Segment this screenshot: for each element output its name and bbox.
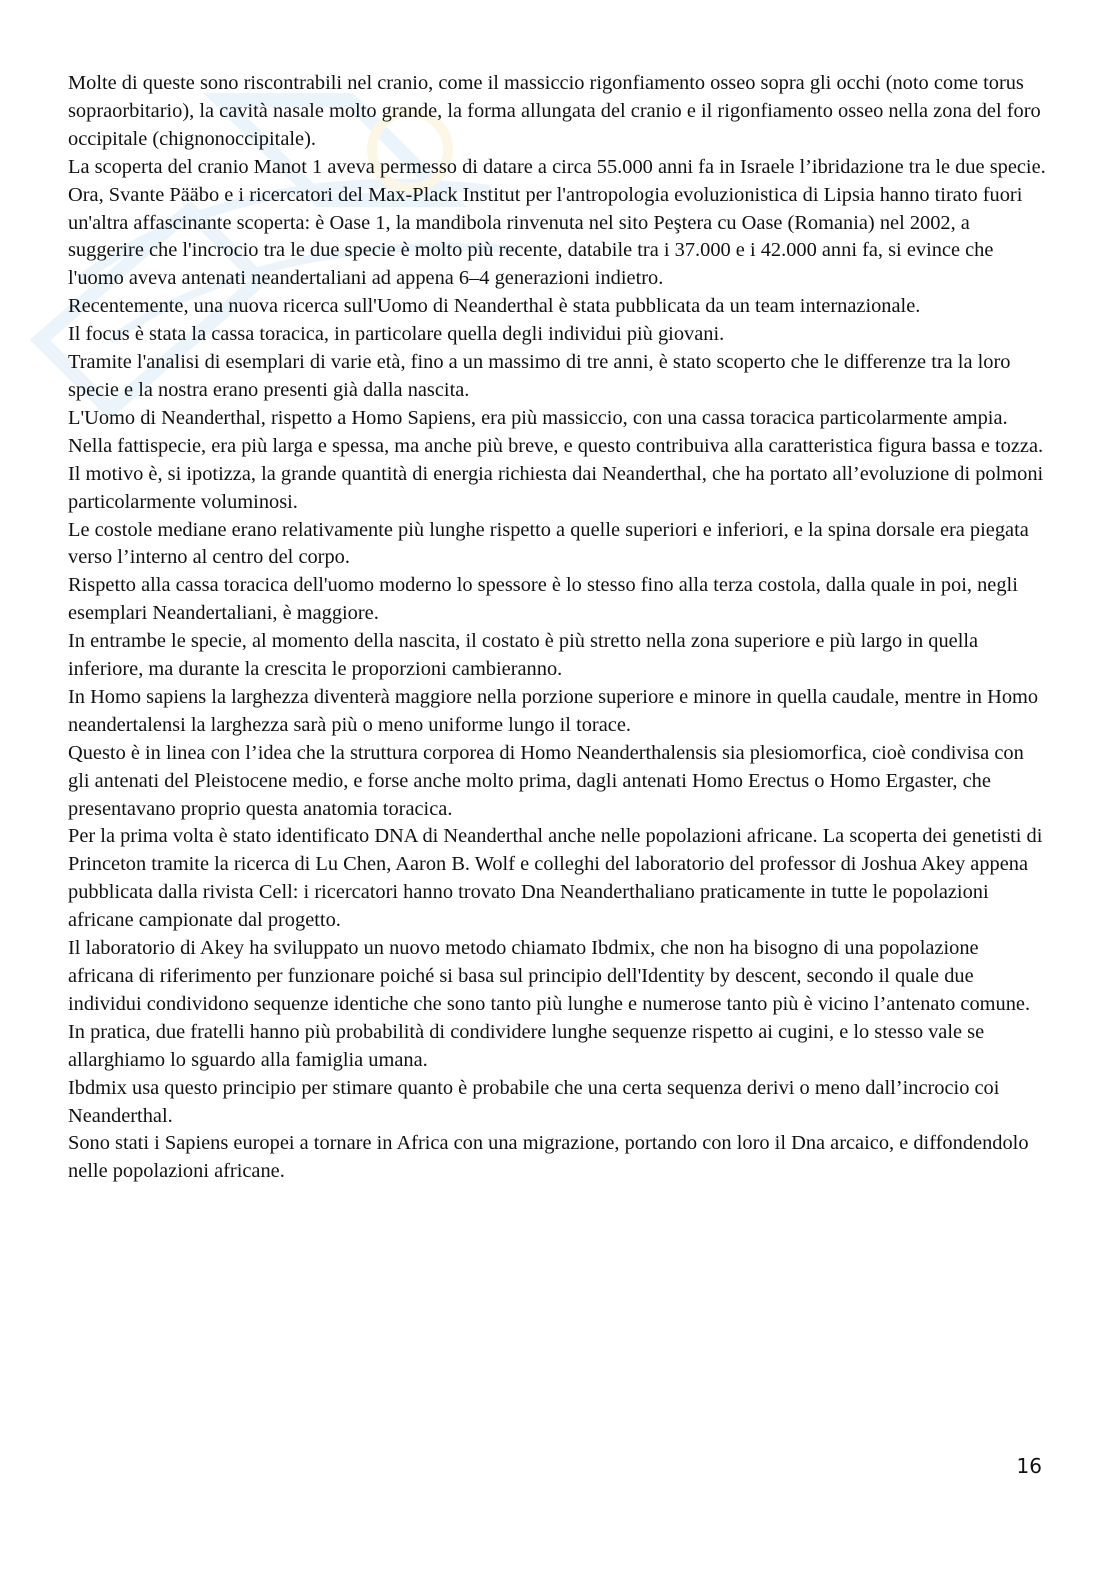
- paragraph: Molte di queste sono riscontrabili nel cranio, come il massiccio rigonfiamento osseo sopra gli occhi (noto come torus sopraorbitario), la cavità nasale molto grande, la forma allungata del cranio e il rigonfiamento osseo nella zona del foro occipitale (chignonoccipitale).: [68, 72, 1041, 150]
- paragraph: In Homo sapiens la larghezza diventerà maggiore nella porzione superiore e minore in quella caudale, mentre in Homo neandertalensi la larghezza sarà più o meno uniforme lungo il torace.: [68, 685, 1039, 736]
- paragraph: Il focus è stata la cassa toracica, in particolare quella degli individui più giovani.: [68, 323, 725, 346]
- paragraph: Il laboratorio di Akey ha sviluppato un nuovo metodo chiamato Ibdmix, che non ha bisogno di una popolazione africana di riferimento per funzionare poiché si basa sul principio dell'Identity by descent, secondo il quale due individui condividono sequenze identiche che sono tanto più lunghe e numerose tanto più è vicino l’antenato comune. In pratica, due fratelli hanno più probabilità di condividere lunghe sequenze rispetto ai cugini, e lo stesso vale se allarghiamo lo sguardo alla famiglia umana.: [68, 937, 1031, 1071]
- paragraph: Questo è in linea con l’idea che la struttura corporea di Homo Neanderthalensis sia plesiomorfica, cioè condivisa con gli antenati del Pleistocene medio, e forse anche molto prima, dagli antenati Homo Erectus o Homo Ergaster, che presentavano proprio questa anatomia toracica.: [68, 741, 1024, 820]
- paragraph: Recentemente, una nuova ricerca sull'Uomo di Neanderthal è stata pubblicata da un team internazionale.: [68, 295, 921, 318]
- document-body: [68, 70, 1048, 1186]
- paragraph: Le costole mediane erano relativamente più lunghe rispetto a quelle superiori e inferiori, e la spina dorsale era piegata verso l’interno al centro del corpo.: [68, 518, 1029, 569]
- paragraph: L'Uomo di Neanderthal, rispetto a Homo Sapiens, era più massiccio, con una cassa toracica particolarmente ampia. Nella fattispecie, era più larga e spessa, ma anche più breve, e questo contribuiva alla caratteristica figura bassa e tozza.: [68, 406, 1044, 457]
- paragraph: Ora, Svante Pääbo e i ricercatori del Max-Plack Institut per l'antropologia evoluzionistica di Lipsia hanno tirato fuori un'altra affascinante scoperta: è Oase 1, la mandibola rinvenuta nel sito Peştera cu Oase (Romania) nel 2002, a suggerire che l'incrocio tra le due specie è molto più recente, databile tra i 37.000 e i 42.000 anni fa, si evince che l'uomo aveva antenati neandertaliani ad appena 6–4 generazioni indietro.: [68, 183, 1023, 290]
- paragraph: Ibdmix usa questo principio per stimare quanto è probabile che una certa sequenza derivi o meno dall’incrocio coi Neanderthal.: [68, 1076, 1000, 1127]
- paragraph: La scoperta del cranio Manot 1 aveva permesso di datare a circa 55.000 anni fa in Israele l’ibridazione tra le due specie.: [68, 155, 1046, 178]
- paragraph: Rispetto alla cassa toracica dell'uomo moderno lo spessore è lo stesso fino alla terza costola, dalla quale in poi, negli esemplari Neandertaliani, è maggiore.: [68, 574, 1018, 625]
- page-number: 16: [1016, 1454, 1042, 1478]
- paragraph: Sono stati i Sapiens europei a tornare in Africa con una migrazione, portando con loro il Dna arcaico, e diffondendolo nelle popolazioni africane.: [68, 1132, 1029, 1183]
- paragraph: Il motivo è, si ipotizza, la grande quantità di energia richiesta dai Neanderthal, che ha portato all’evoluzione di polmoni particolarmente voluminosi.: [68, 462, 1044, 513]
- paragraph: In entrambe le specie, al momento della nascita, il costato è più stretto nella zona superiore e più largo in quella inferiore, ma durante la crescita le proporzioni cambieranno.: [68, 630, 979, 681]
- paragraph: Tramite l'analisi di esemplari di varie età, fino a un massimo di tre anni, è stato scoperto che le differenze tra la loro specie e la nostra erano presenti già dalla nascita.: [68, 351, 1011, 401]
- paragraph: Per la prima volta è stato identificato DNA di Neanderthal anche nelle popolazioni africane. La scoperta dei genetisti di Princeton tramite la ricerca di Lu Chen, Aaron B. Wolf e colleghi del laboratorio del professor di Joshua Akey appena pubblicata dalla rivista Cell: i ricercatori hanno trovato Dna Neanderthaliano praticamente in tutte le popolazioni africane campionate dal progetto.: [68, 825, 1043, 932]
